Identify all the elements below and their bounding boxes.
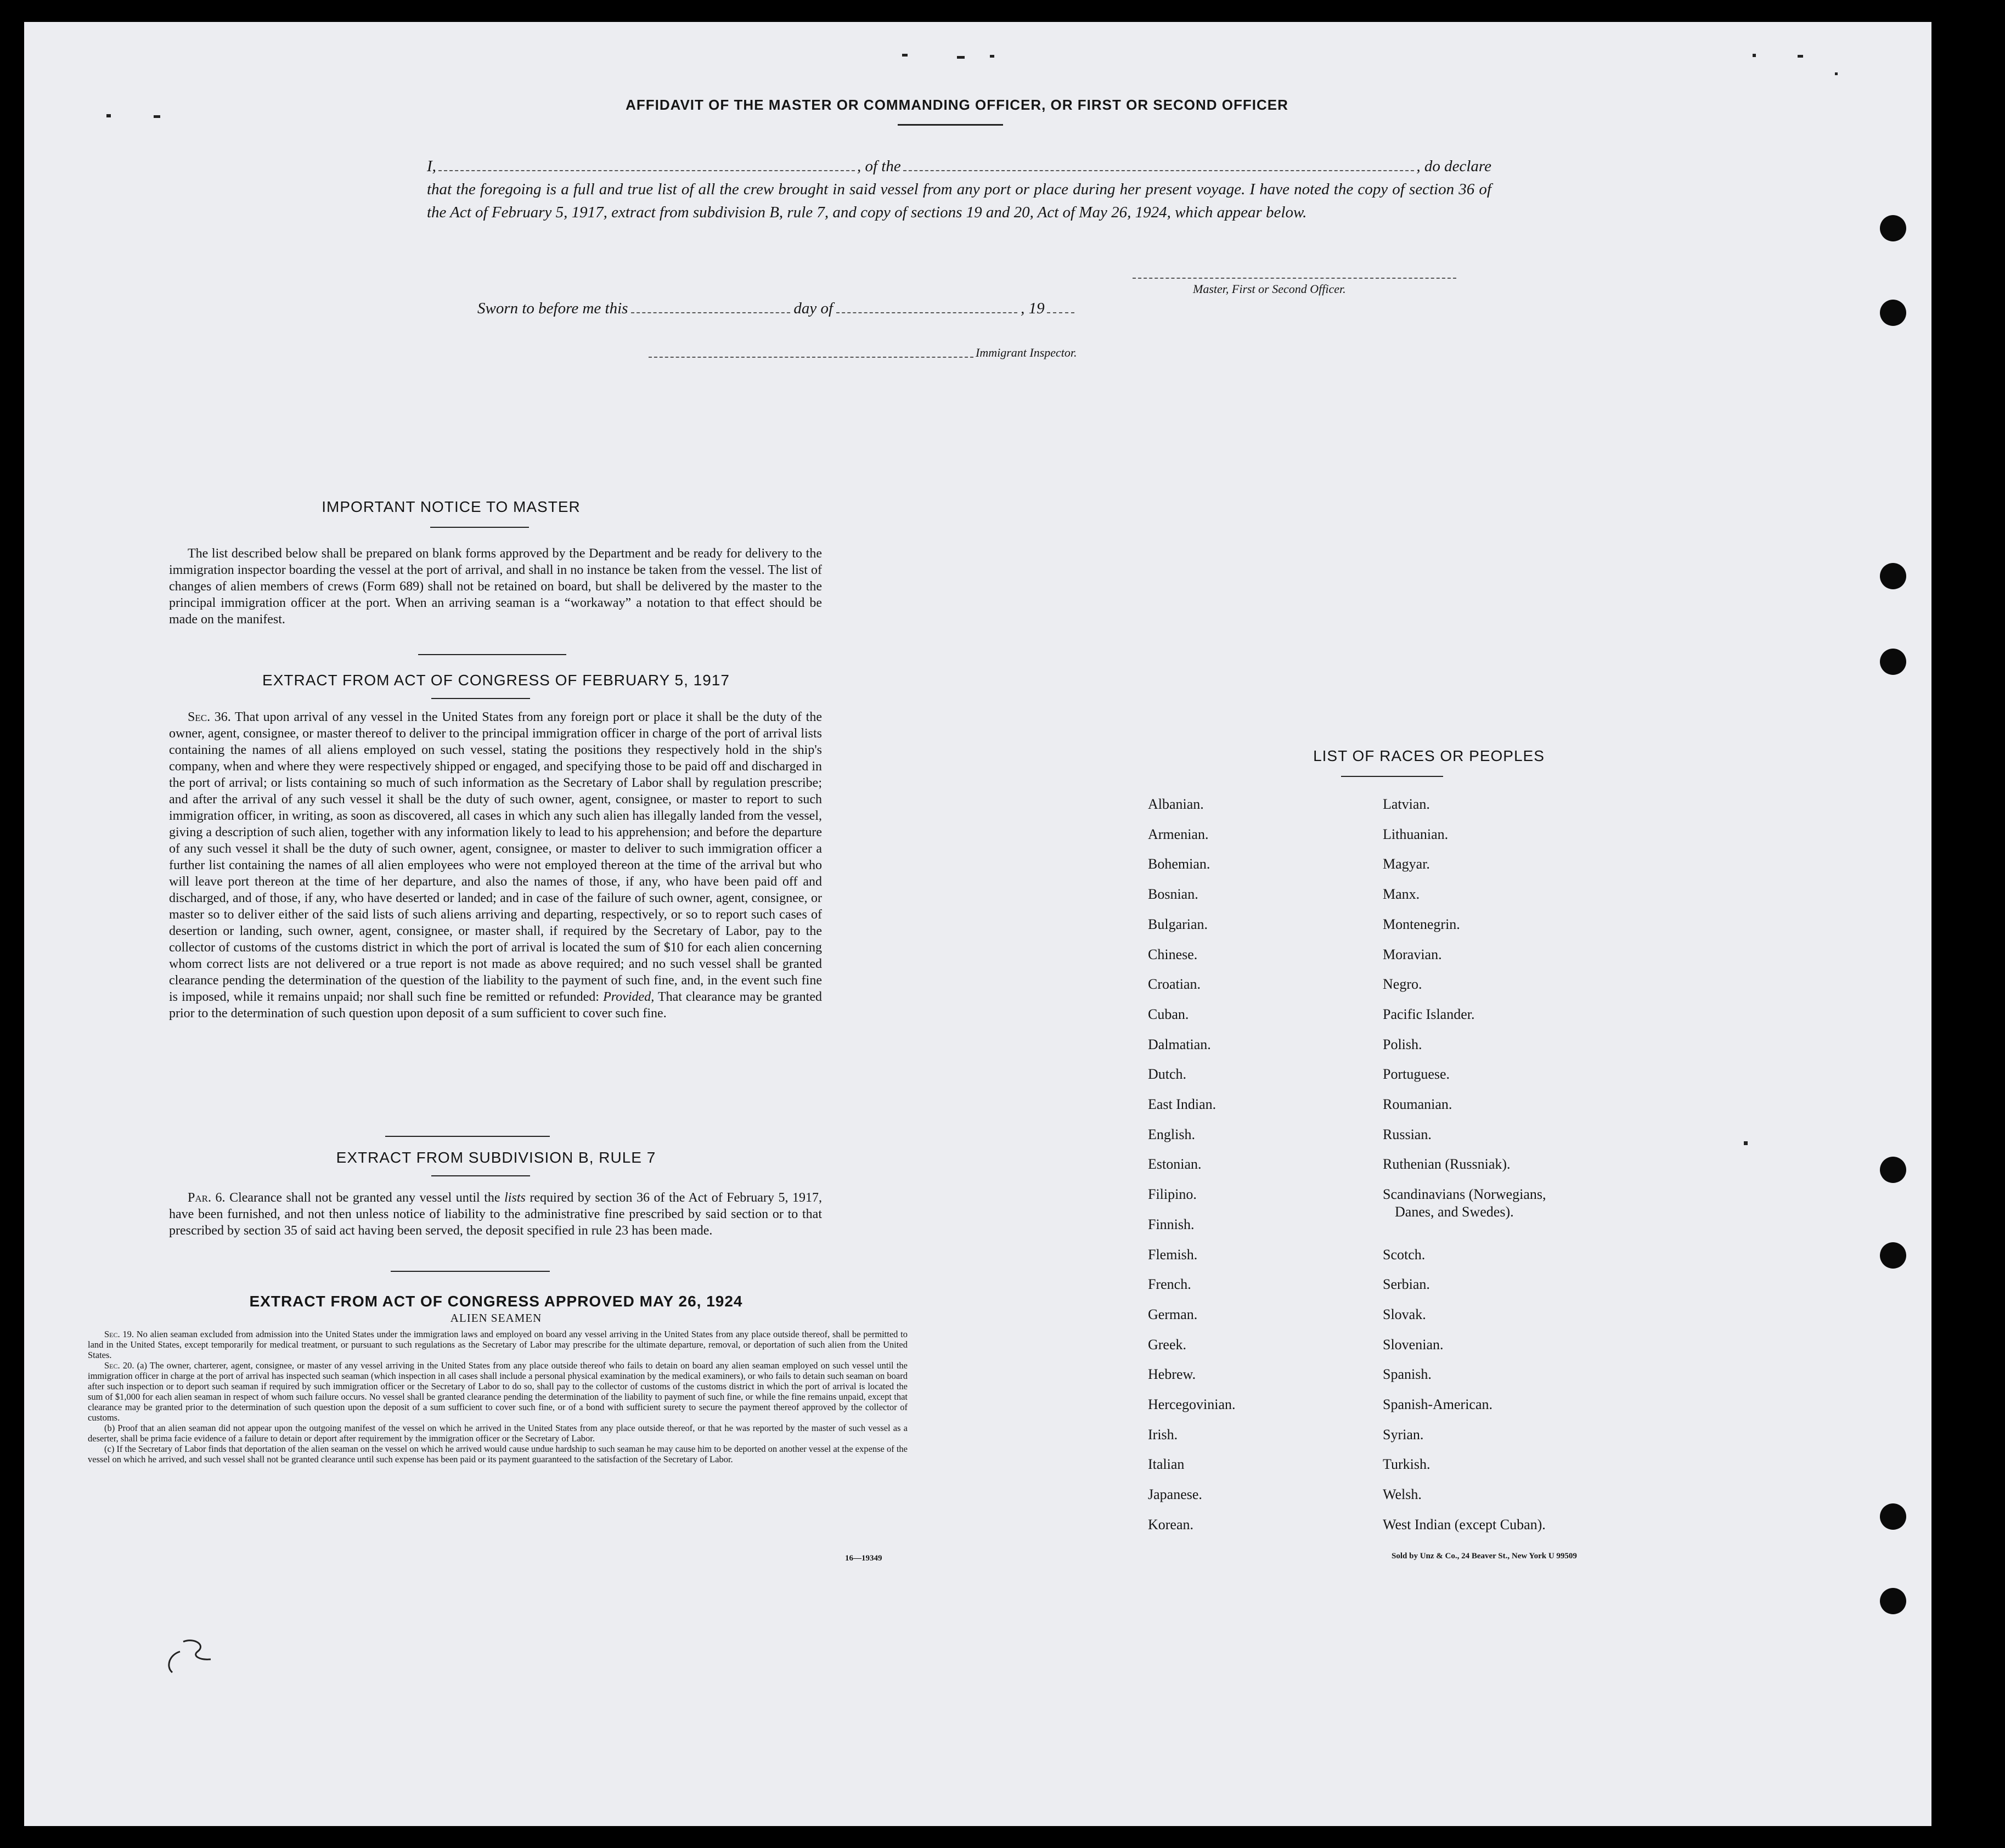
affidavit-text: that the foregoing is a full and true list of all the crew brought in said vessel from any port or place during her present voyage. I have noted the copy of section 36 of the Act of February 5, 1917, extract from subdivision B, rule 7, and copy of sections 19 and 20, Act of May 26, 1924, which appear below. xyxy=(427,181,1491,221)
rule7-underline xyxy=(431,1175,530,1176)
race-item: Turkish. xyxy=(1383,1456,1430,1473)
lists-word: lists xyxy=(504,1191,526,1205)
race-item: Negro. xyxy=(1383,976,1422,993)
race-item: Filipino. xyxy=(1148,1186,1197,1203)
signature-line[interactable] xyxy=(1133,278,1456,279)
act1924-text xyxy=(88,1329,908,1464)
sec36-label: Sec. 36. xyxy=(188,710,231,724)
race-item: Bulgarian. xyxy=(1148,916,1208,932)
punch-hole xyxy=(1880,1503,1906,1530)
race-item: Lithuanian. xyxy=(1383,826,1449,842)
act1924-title: EXTRACT FROM ACT OF CONGRESS APPROVED MAY 26, 1924 xyxy=(249,1293,743,1310)
race-item: Scotch. xyxy=(1383,1246,1426,1263)
race-item: Slovenian. xyxy=(1383,1336,1444,1353)
race-item: Roumanian. xyxy=(1383,1096,1452,1112)
affidavit-body xyxy=(427,155,1491,224)
race-item: German. xyxy=(1148,1306,1198,1322)
race-item: Chinese. xyxy=(1148,946,1198,962)
punch-hole xyxy=(1880,215,1906,241)
race-item: Serbian. xyxy=(1383,1276,1430,1293)
handwritten-mark xyxy=(161,1633,222,1677)
par6-text-a: Clearance shall not be granted any vessel until the xyxy=(229,1191,500,1205)
act1917-title: EXTRACT FROM ACT OF CONGRESS OF FEBRUARY 5, 1917 xyxy=(262,672,730,689)
race-item: Manx. xyxy=(1383,886,1420,903)
race-item: Cuban. xyxy=(1148,1006,1189,1022)
races-underline xyxy=(1341,776,1443,777)
scan-speck xyxy=(154,115,160,118)
sec19-label: Sec. 19. xyxy=(104,1329,134,1339)
punch-hole xyxy=(1880,1588,1906,1614)
race-item: French. xyxy=(1148,1276,1191,1293)
race-item: Latvian. xyxy=(1383,796,1430,812)
race-item: Irish. xyxy=(1148,1426,1178,1443)
affidavit-title: AFFIDAVIT OF THE MASTER OR COMMANDING OFFICER, OR FIRST OR SECOND OFFICER xyxy=(626,97,1288,113)
race-item: Danes, and Swedes). xyxy=(1395,1204,1514,1220)
sworn-month-blank[interactable] xyxy=(836,312,1017,313)
scan-speck xyxy=(957,56,965,59)
race-item: Montenegrin. xyxy=(1383,916,1460,932)
notice-underline xyxy=(430,527,529,528)
form-number: 16—19349 xyxy=(845,1554,882,1563)
affidavit-i: I, xyxy=(427,157,436,175)
punch-hole xyxy=(1880,300,1906,326)
scan-speck xyxy=(990,55,994,58)
race-item: English. xyxy=(1148,1126,1195,1142)
race-item: Polish. xyxy=(1383,1036,1422,1052)
scan-speck xyxy=(1798,55,1803,58)
race-item: Bosnian. xyxy=(1148,886,1198,903)
act1924-subtitle: ALIEN SEAMEN xyxy=(450,1311,542,1325)
races-title: LIST OF RACES OR PEOPLES xyxy=(1313,747,1545,764)
affidavit-of-the: , of the xyxy=(857,157,901,175)
race-item: Italian xyxy=(1148,1456,1185,1473)
race-item: Albanian. xyxy=(1148,796,1204,812)
sworn-text: Sworn to before me this xyxy=(477,300,628,317)
section-divider xyxy=(385,1136,550,1137)
race-item: Japanese. xyxy=(1148,1486,1202,1503)
sec20a-text: (a) The owner, charterer, agent, consignee, or master of any vessel arriving in the United States from any place outside thereof who fails to detain on board any alien seaman employed on such vessel until the immigration officer in charge at the port of arrival has inspected such seaman (which inspection in all cases shall include a personal physical examination by the medical examiners), or who fails to detain such seaman on board after such inspection or to deport such seaman if required by such immigration officer or the Secretary of Labor to do so, shall pay to the collector of customs of the customs district in which the port of arrival is located the sum of $1,000 for each alien seaman in respect of whom such failure occurs. No vessel shall be granted clearance pending the determination of the liability to payment of such fine, or while the fine remains unpaid, except that clearance may be granted prior to the determination of such question upon the deposit of a sum sufficient to cover such fine, or of a bond with sufficient surety to secure the payment thereof approved by the collector of customs. xyxy=(88,1360,908,1423)
printer-imprint: Sold by Unz & Co., 24 Beaver St., New York U 99509 xyxy=(1392,1552,1577,1560)
race-item: Scandinavians (Norwegians, xyxy=(1383,1186,1546,1203)
rule7-text xyxy=(169,1190,822,1239)
race-item: Portuguese. xyxy=(1383,1066,1450,1083)
act1917-text xyxy=(169,709,822,1022)
race-item: Korean. xyxy=(1148,1516,1194,1533)
scan-speck xyxy=(1835,72,1838,75)
race-item: Croatian. xyxy=(1148,976,1201,993)
sec20-label: Sec. 20. xyxy=(104,1360,134,1371)
par6-label: Par. 6. xyxy=(188,1191,226,1205)
sec19-text: No alien seaman excluded from admission into the United States under the immigration laws and employed on board any vessel arriving in the United States from any place outside thereof, shall be permitted to land in the United States, except temporarily for medical treatment, or pursuant to such regulations as the Secretary of Labor may prescribe for the ultimate departure, removal, or deportation of such alien from the United States. xyxy=(88,1329,908,1360)
scan-speck xyxy=(1744,1141,1748,1145)
scan-speck xyxy=(902,54,908,57)
act1917-underline xyxy=(431,698,530,699)
signature-label: Master, First or Second Officer. xyxy=(1193,282,1346,296)
punch-hole xyxy=(1880,1157,1906,1183)
race-item: Dalmatian. xyxy=(1148,1036,1211,1052)
section-divider xyxy=(418,654,566,655)
sec20c-text: (c) If the Secretary of Labor finds that deportation of the alien seaman on the vessel on which he arrived would cause undue hardship to such seaman he may cause him to be deported on another vessel at the expense of the vessel on which he arrived, and such vessel shall not be granted clearance until such expense has been paid or its payment guaranteed to the satisfaction of the Secretary of Labor. xyxy=(88,1444,908,1464)
race-item: Greek. xyxy=(1148,1336,1187,1353)
race-item: Moravian. xyxy=(1383,946,1442,962)
rule7-title: EXTRACT FROM SUBDIVISION B, RULE 7 xyxy=(336,1149,656,1166)
race-item: Dutch. xyxy=(1148,1066,1187,1083)
section-divider xyxy=(391,1271,550,1272)
race-item: Syrian. xyxy=(1383,1426,1424,1443)
race-item: Pacific Islander. xyxy=(1383,1006,1475,1022)
race-item: Armenian. xyxy=(1148,826,1209,842)
affidavit-declare: , do declare xyxy=(1416,157,1491,175)
notice-paragraph: The list described below shall be prepared on blank forms approved by the Department and be ready for delivery to the immigration inspector boarding the vessel at the port of arrival, and shall in no instance be taken from the vessel. The list of changes of alien members of crews (Form 689) shall not be retained on board, but shall be delivered by the master to the principal immigration officer at the port. When an arriving seaman is a “workaway” a notation to that effect should be made on the manifest. xyxy=(169,546,822,627)
sworn-dayof: day of xyxy=(793,300,833,317)
punch-hole xyxy=(1880,1242,1906,1269)
par6-text-b: required by section 36 of the Act of February 5, 1917, have been furnished, and not then unless notice of liability to the administrative fine prescribed by said section or to that prescribed by section 35 of said act having been served, the deposit specified in rule 23 has been made. xyxy=(169,1191,823,1238)
name-blank[interactable] xyxy=(438,170,855,171)
race-item: Welsh. xyxy=(1383,1486,1422,1503)
sworn-year: , 19 xyxy=(1021,300,1045,317)
sec20b-text: (b) Proof that an alien seaman did not appear upon the outgoing manifest of the vessel on which he arrived in the United States from any place outside thereof, or that he was reported by the master of such vessel as a deserter, shall be prima facie evidence of a failure to detain or deport after requirement by the immigration officer or the Secretary of Labor. xyxy=(88,1423,908,1444)
sec36-text-a: That upon arrival of any vessel in the United States from any foreign port or place it shall be the duty of the owner, agent, consignee, or master thereof to deliver to the principal immigration officer in charge of the port of arrival lists containing the names of all aliens employed on such vessel, stating the positions they respectively hold in the ship's company, when and where they were respectively shipped or engaged, and specifying those to be paid off and discharged in the port of arrival; or lists containing so much of such information as the Secretary of Labor shall by regulation prescribe; and after the arrival of any such vessel it shall be the duty of such owner, agent, consignee, or master to report to such immigration officer, in writing, as soon as discovered, all cases in which any such alien has illegally landed from the vessel, giving a description of such alien, together with any information likely to lead to his apprehension; and before the departure of any such vessel it shall be the duty of such owner, agent, consignee, or master to deliver to such immigration officer a further list containing the names of all alien employees who were not employed thereon at the time of the arrival but who will leave port thereon at the time of her departure, and also the names of those, if any, who have been paid off and discharged, and of those, if any, who have deserted or landed; and in case of the failure of such owner, agent, consignee, or master so to deliver either of the said lists of such aliens arriving and departing, respectively, or so to report such cases of desertion or landing, such owner, agent, consignee, or master shall, if required by the Secretary of Labor, pay to the collector of customs of the customs district in which the port of arrival is located the sum of $10 for each alien concerning whom correct lists are not delivered or a true report is not made as above required; and no such vessel shall be granted clearance pending the determination of the question of the liability to the payment of such fine, and, in the event such fine is imposed, while it remains unpaid; nor shall such fine be remitted or refunded: xyxy=(169,710,822,1004)
vessel-blank[interactable] xyxy=(903,170,1415,171)
document-page xyxy=(24,22,1931,1826)
sworn-year-blank[interactable] xyxy=(1047,312,1074,313)
race-item: East Indian. xyxy=(1148,1096,1216,1112)
notice-text xyxy=(169,545,822,628)
sworn-line xyxy=(477,300,1191,318)
race-item: Spanish-American. xyxy=(1383,1396,1493,1412)
race-item: Estonian. xyxy=(1148,1156,1202,1173)
notice-title: IMPORTANT NOTICE TO MASTER xyxy=(322,498,581,515)
provided-word: Provided, xyxy=(603,990,655,1004)
inspector-line[interactable] xyxy=(649,357,973,358)
scan-speck xyxy=(1753,54,1756,57)
race-item: Hebrew. xyxy=(1148,1366,1196,1383)
race-item: Slovak. xyxy=(1383,1306,1426,1322)
race-item: Finnish. xyxy=(1148,1216,1195,1232)
race-item: Hercegovinian. xyxy=(1148,1396,1236,1412)
title-underline xyxy=(898,124,1003,126)
sec36-text-b: That clearance may be granted prior to the determination of such question upon deposit of a sum sufficient to cover such fine. xyxy=(169,990,822,1021)
sworn-day-blank[interactable] xyxy=(631,312,790,313)
race-item: Magyar. xyxy=(1383,856,1430,872)
punch-hole xyxy=(1880,563,1906,589)
inspector-label: Immigrant Inspector. xyxy=(976,346,1077,359)
race-item: Ruthenian (Russniak). xyxy=(1383,1156,1511,1173)
race-item: Bohemian. xyxy=(1148,856,1210,872)
race-item: Russian. xyxy=(1383,1126,1432,1142)
race-item: Flemish. xyxy=(1148,1246,1198,1263)
race-item: Spanish. xyxy=(1383,1366,1432,1383)
scan-speck xyxy=(106,114,111,117)
race-item: West Indian (except Cuban). xyxy=(1383,1516,1546,1533)
punch-hole xyxy=(1880,649,1906,675)
